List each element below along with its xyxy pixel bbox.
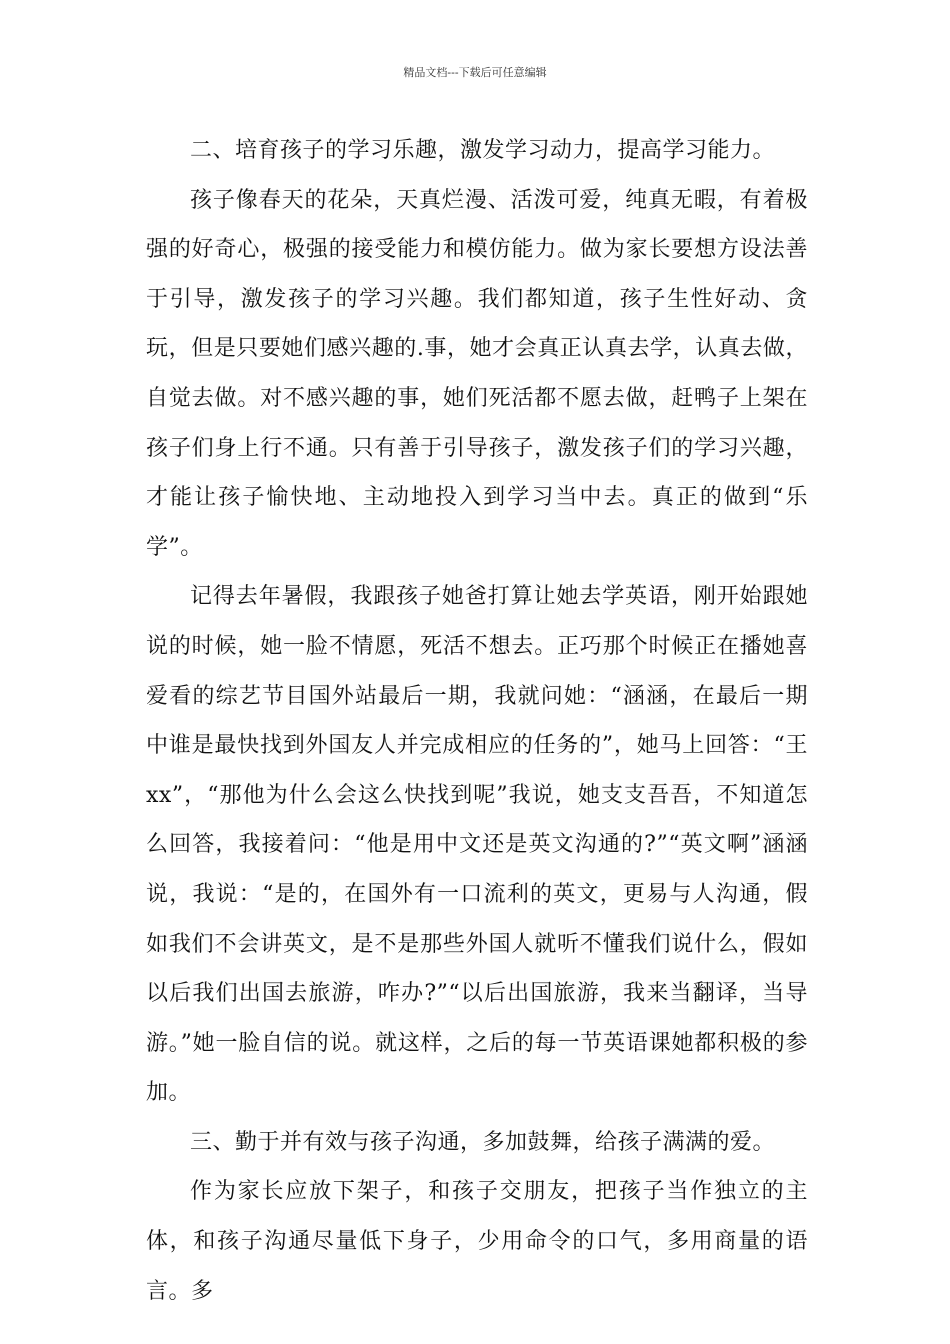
page-header: 精品文档---下载后可任意编辑 bbox=[403, 66, 547, 79]
body-paragraph: 作为家长应放下架子，和孩子交朋友，把孩子当作独立的主体，和孩子沟通尽量低下身子，少用命令的口气，多用商量的语言。多 bbox=[146, 1179, 808, 1304]
heading-section-two: 二、培育孩子的学习乐趣，激发学习动力，提高学习能力。 bbox=[190, 138, 776, 163]
document-body bbox=[146, 126, 808, 1316]
heading-section-three: 三、勤于并有效与孩子沟通，多加鼓舞，给孩子满满的爱。 bbox=[190, 1129, 776, 1155]
body-paragraph: 孩子像春天的花朵，天真烂漫、活泼可爱，纯真无暇，有着极强的好奇心，极强的接受能力和模仿能力。做为家长要想方设法善于引导，激发孩子的学习兴趣。我们都知道，孩子生性好动、贪玩，但是只要她们感兴趣的.事，她才会真正认真去学，认真去做，自觉去做。对不感兴趣的事，她们死活都不愿去做，赶鸭子上架在孩子们身上行不通。只有善于引导孩子，激发孩子们的学习兴趣，才能让孩子愉快地、主动地投入到学习当中去。真正的做到“乐学”。 bbox=[146, 187, 808, 560]
body-paragraph: 记得去年暑假，我跟孩子她爸打算让她去学英语，刚开始跟她说的时候，她一脸不情愿，死活不想去。正巧那个时候正在播她喜爱看的综艺节目国外站最后一期，我就问她：“涵涵，在最后一期中谁是最快找到外国友人并完成相应的任务的”，她马上回答：“王xx”，“那他为什么会这么快找到呢”我说，她支支吾吾，不知道怎么回答，我接着问：“他是用中文还是英文沟通的?”“英文啊”涵涵说，我说：“是的，在国外有一口流利的英文，更易与人沟通，假如我们不会讲英文，是不是那些外国人就听不懂我们说什么，假如以后我们出国去旅游，咋办?”“以后出国旅游，我来当翻译，当导游。”她一脸自信的说。就这样，之后的每一节英语课她都积极的参加。 bbox=[146, 584, 808, 1106]
